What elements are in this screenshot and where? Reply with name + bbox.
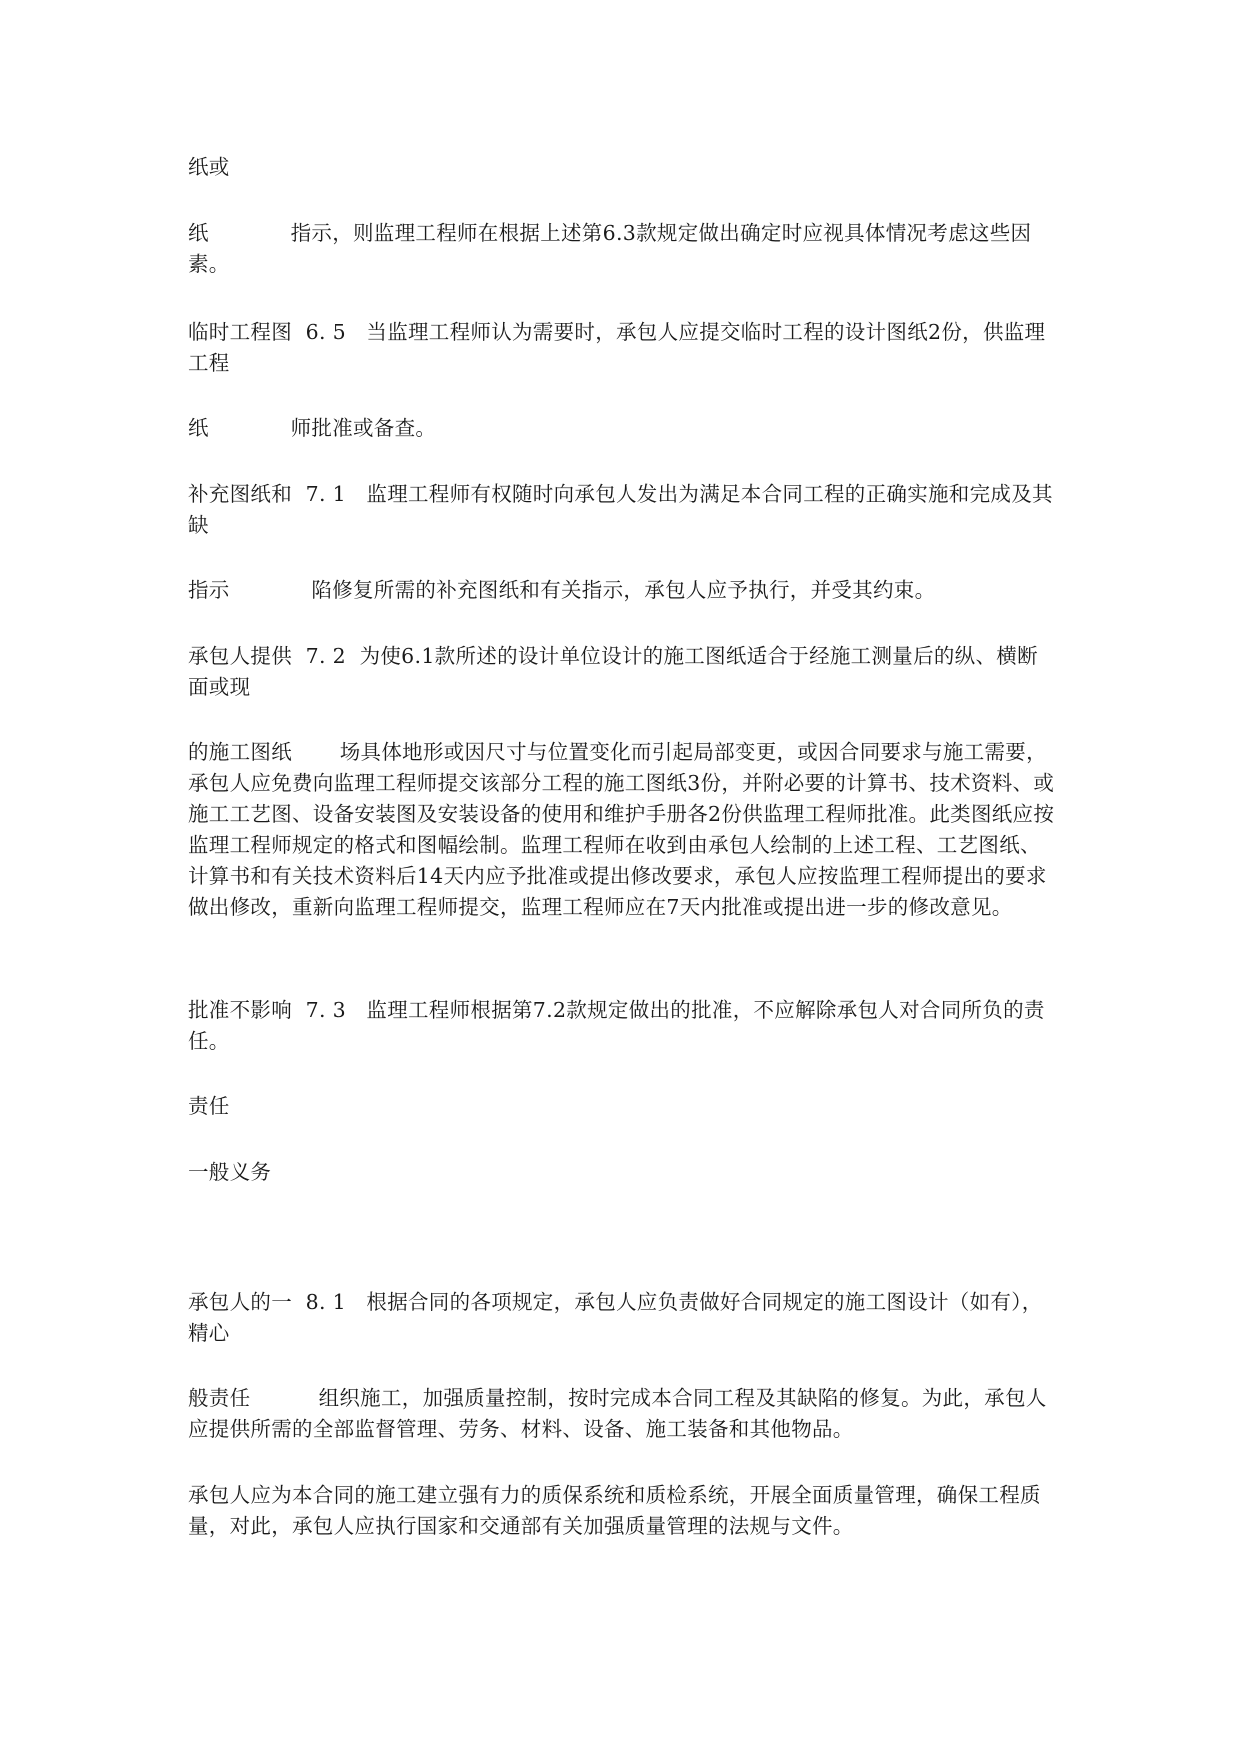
paragraph: 承包人应为本合同的施工建立强有力的质保系统和质检系统，开展全面质量管理，确保工程质量，对此，承包人应执行国家和交通部有关加强质量管理的法规与文件。 [188,1483,1041,1538]
paragraph: 纸或 [188,155,230,179]
paragraph: 纸 师批准或备查。 [188,416,437,440]
paragraph: 承包人提供 7. 2 为使6.1款所述的设计单位设计的施工图纸适合于经施工测量后的纵、横断面或现 [188,644,1038,699]
paragraph: 指示 陷修复所需的补充图纸和有关指示，承包人应予执行，并受其约束。 [188,578,936,602]
paragraph: 纸 指示，则监理工程师在根据上述第6.3款规定做出确定时应视具体情况考虑这些因素。 [188,221,1032,276]
paragraph: 一般义务 [188,1160,272,1184]
paragraph: 承包人的一 8. 1 根据合同的各项规定，承包人应负责做好合同规定的施工图设计（如有），精心 [188,1290,1043,1345]
paragraph: 般责任 组织施工，加强质量控制，按时完成本合同工程及其缺陷的修复。为此，承包人应提供所需的全部监督管理、劳务、材料、设备、施工装备和其他物品。 [188,1386,1047,1441]
paragraph: 批准不影响 7. 3 监理工程师根据第7.2款规定做出的批准，不应解除承包人对合同所负的责任。 [188,998,1045,1053]
paragraph: 责任 [188,1094,230,1118]
paragraph: 补充图纸和 7. 1 监理工程师有权随时向承包人发出为满足本合同工程的正确实施和完成及其缺 [188,482,1053,537]
paragraph: 的施工图纸 场具体地形或因尺寸与位置变化而引起局部变更，或因合同要求与施工需要，承包人应免费向监理工程师提交该部分工程的施工图纸3份，并附必要的计算书、技术资料、或施工工艺图、设备安装图及安装设备的使用和维护手册各2份供监理工程师批准。此类图纸应按监理工程师规定的格式和图幅绘制。监理工程师在收到由承包人绘制的上述工程、工艺图纸、计算书和有关技术资料后14天内应予批准或提出修改要求，承包人应按监理工程师提出的要求做出修改，重新向监理工程师提交，监理工程师应在7天内批准或提出进一步的修改意见。 [188,740,1055,919]
paragraph: 临时工程图 6. 5 当监理工程师认为需要时，承包人应提交临时工程的设计图纸2份，供监理工程 [188,320,1046,375]
